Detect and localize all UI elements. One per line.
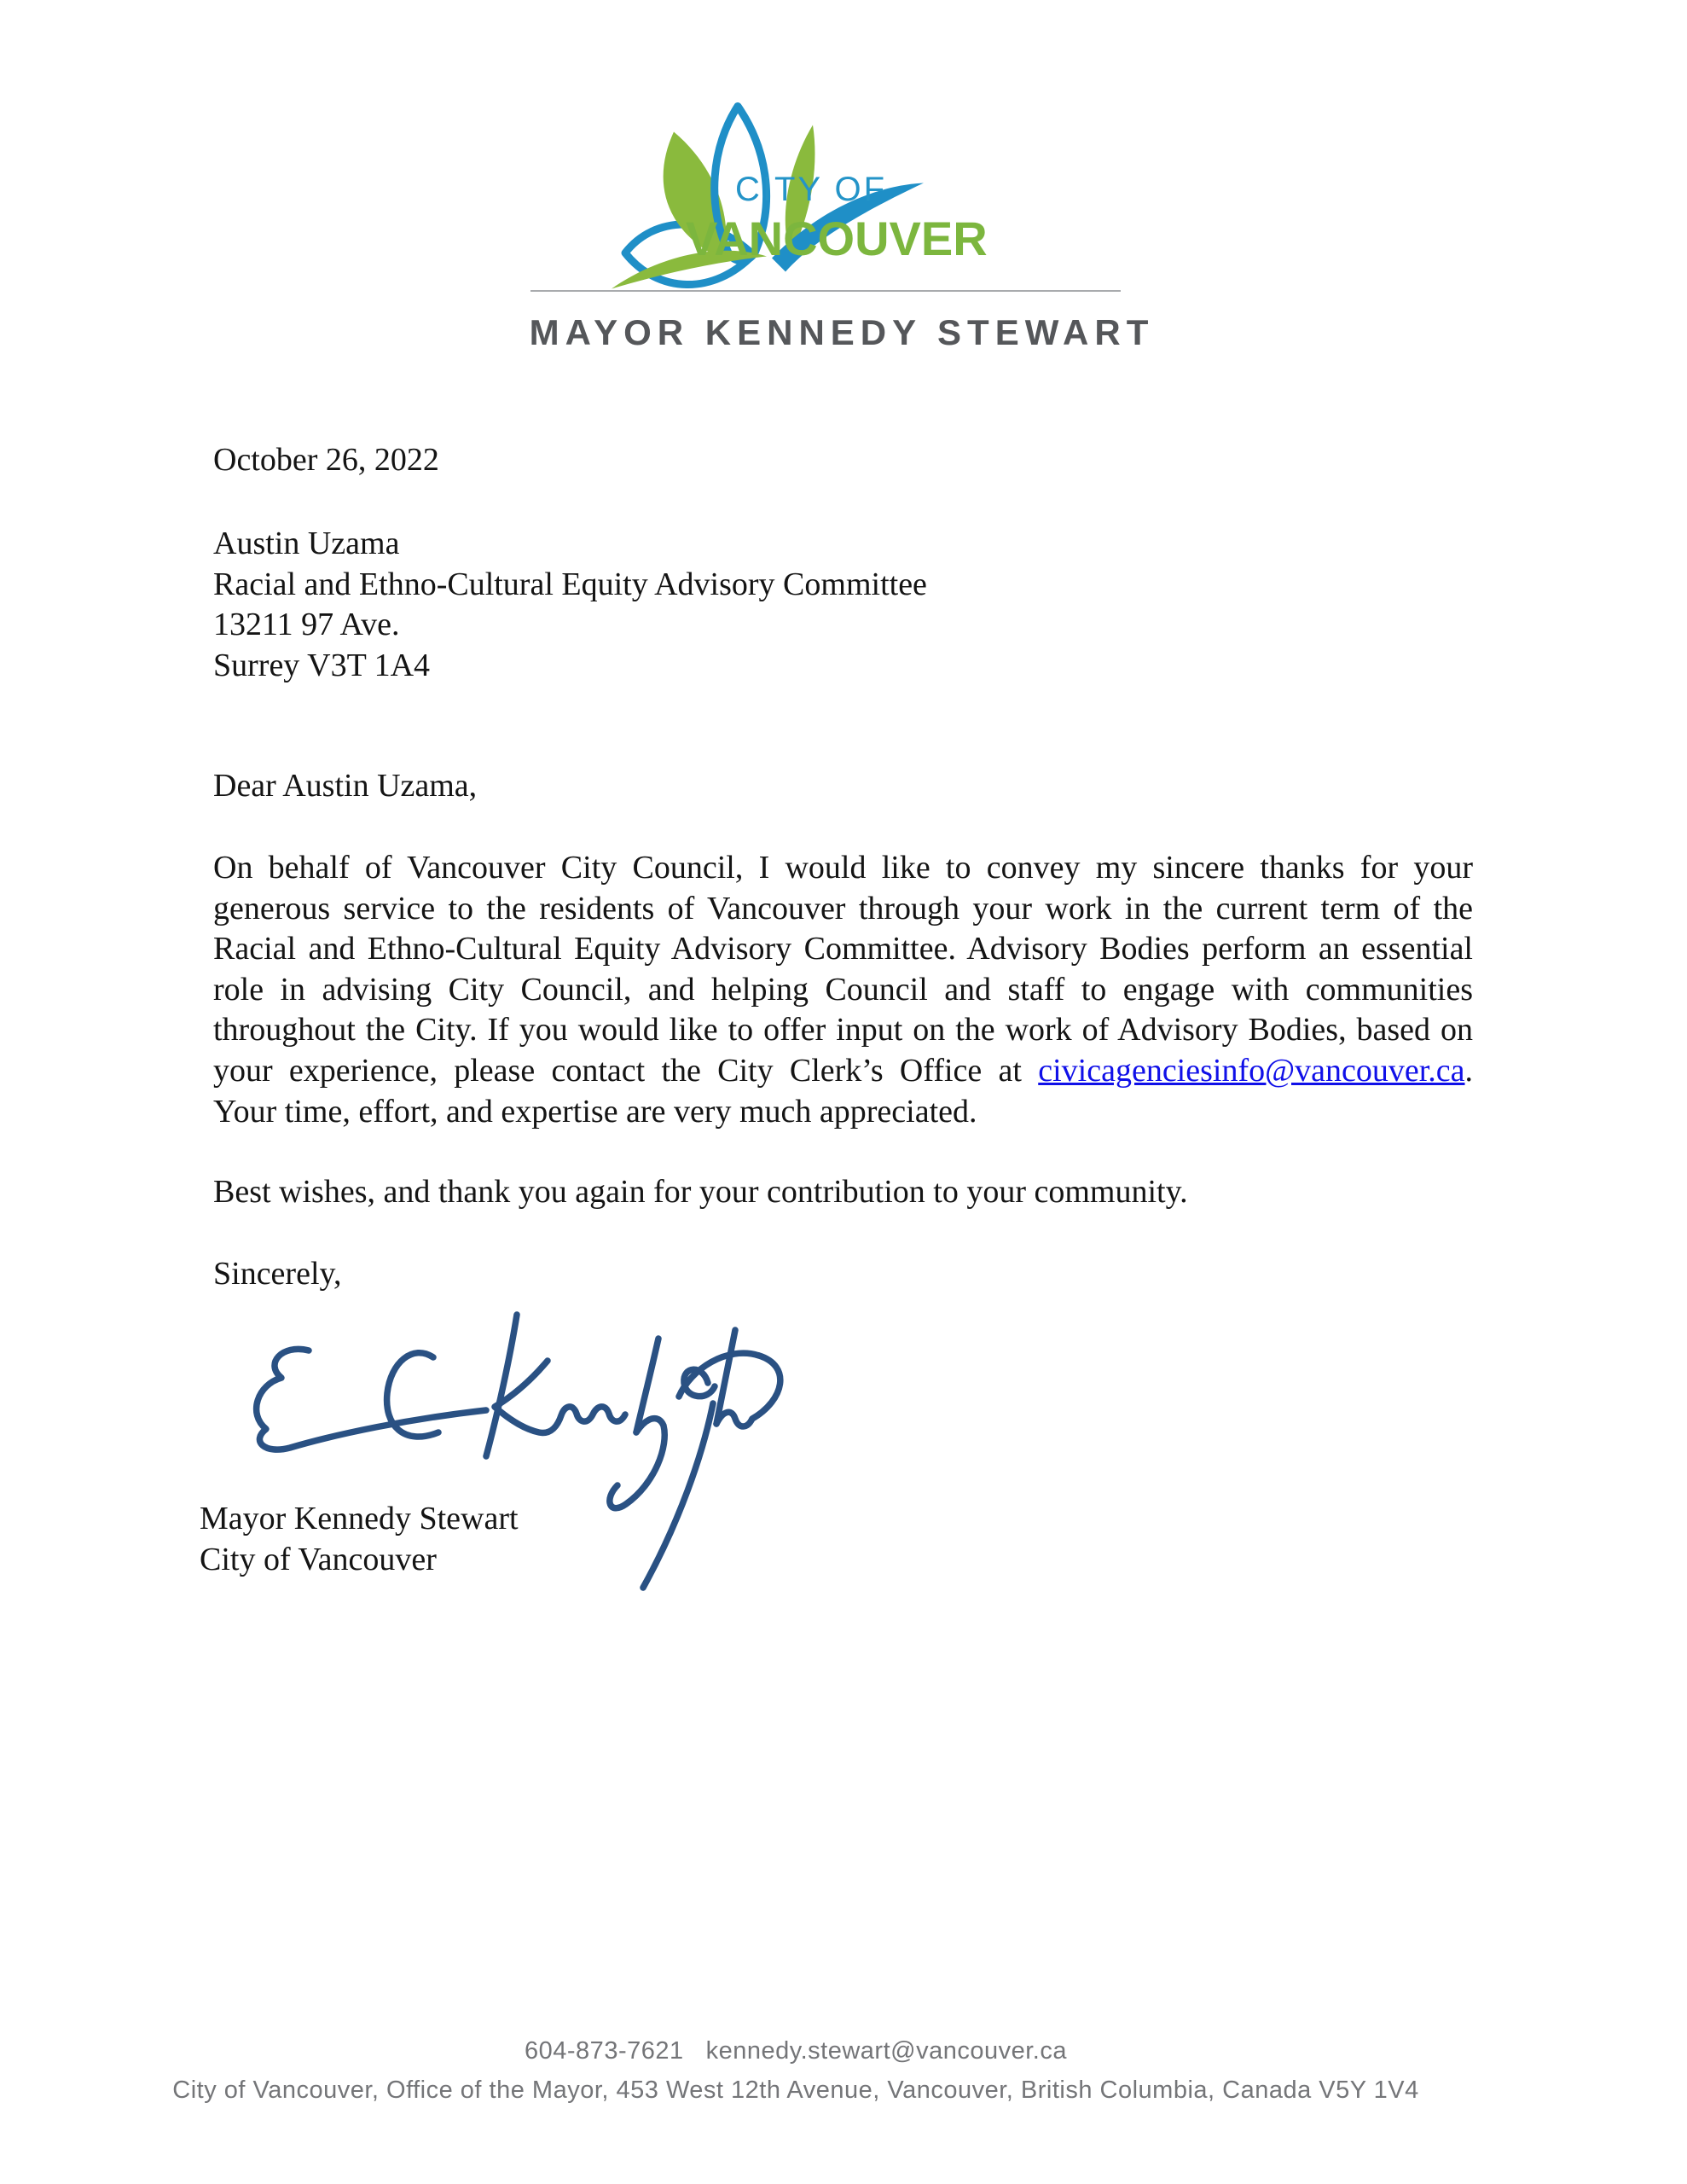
letter-date: October 26, 2022	[213, 442, 439, 478]
office-title: MAYOR KENNEDY STEWART	[529, 312, 1155, 352]
paragraph-best-wishes: Best wishes, and thank you again for your contribution to your community.	[213, 1174, 1188, 1210]
salutation: Dear Austin Uzama,	[213, 768, 478, 804]
letterhead-divider	[530, 290, 1121, 292]
closing-sincerely: Sincerely,	[213, 1256, 342, 1292]
signer-organization: City of Vancouver	[200, 1541, 437, 1577]
paragraph-line: Your time, effort, and expertise are very much appreciated.	[213, 1093, 977, 1130]
recipient-address-block	[213, 524, 1473, 686]
footer-contact-line	[0, 2037, 1591, 2065]
signer-name: Mayor Kennedy Stewart	[200, 1501, 519, 1536]
footer-phone: 604-873-7621	[525, 2037, 684, 2065]
recipient-street: 13211 97 Ave.	[213, 607, 400, 643]
paragraph-line: On behalf of Vancouver City Council, I would like to convey my sincere thanks for your	[213, 850, 1473, 886]
recipient-organization: Racial and Ethno-Cultural Equity Advisory Committee	[213, 566, 927, 602]
civic-agencies-email-link[interactable]: civicagenciesinfo@vancouver.ca	[1038, 1052, 1465, 1089]
paragraph-line: generous service to the residents of Vancouver through your work in the current term of the	[213, 890, 1473, 926]
recipient-city-postal: Surrey V3T 1A4	[213, 647, 431, 683]
signature-block	[200, 1499, 519, 1580]
recipient-name: Austin Uzama	[213, 526, 400, 561]
logo-city-of-text: CITY OF	[735, 171, 888, 208]
paragraph-line: role in advising City Council, and helping Council and staff to engage with communities	[213, 971, 1473, 1008]
logo-vancouver-text: VANCOUVER	[686, 212, 988, 265]
footer-address-line: City of Vancouver, Office of the Mayor, 453 West 12th Avenue, Vancouver, British Columbia, Canada V5Y 1V4	[172, 2077, 1419, 2104]
paragraph-thanks	[213, 848, 1473, 1132]
paragraph-line: Racial and Ethno-Cultural Equity Advisory Committee. Advisory Bodies perform an essential	[213, 931, 1473, 967]
paragraph-line: throughout the City. If you would like to offer input on the work of Advisory Bodies, based on	[213, 1012, 1473, 1048]
paragraph-line-with-link	[213, 1051, 1473, 1092]
footer-email: kennedy.stewart@vancouver.ca	[705, 2037, 1067, 2065]
link-line-after: .	[1464, 1052, 1473, 1089]
link-line-before: your experience, please contact the City Clerk’s Office at	[213, 1052, 1039, 1089]
